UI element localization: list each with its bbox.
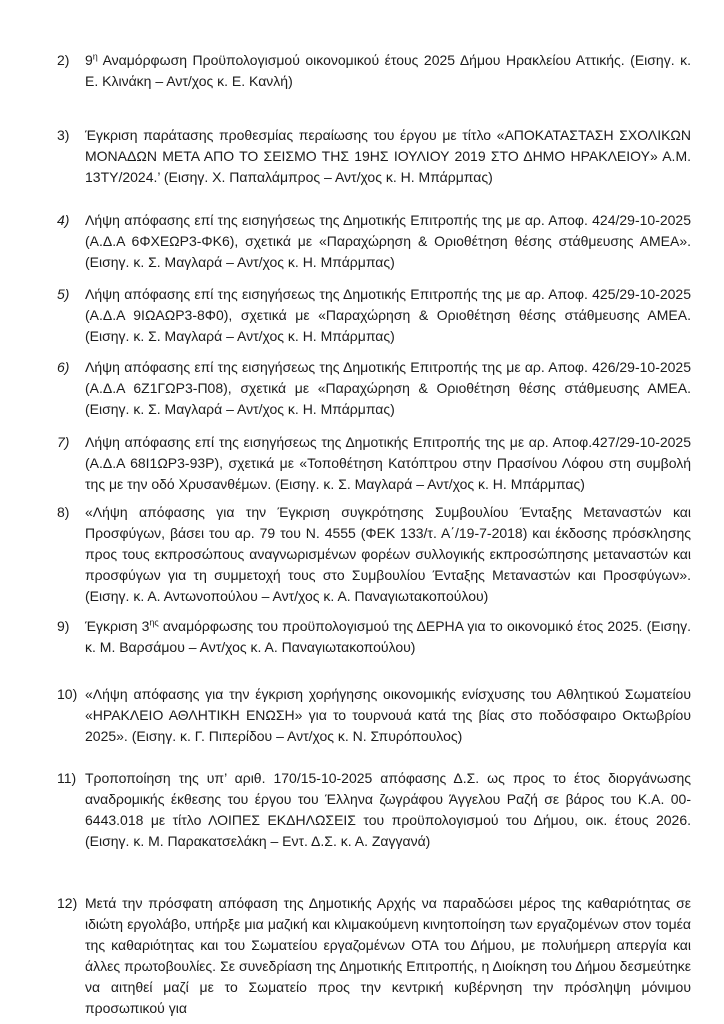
item-text-run: Λήψη απόφασης επί της εισηγήσεως της Δημοτικής Επιτροπής της με αρ. Αποφ. 426/29-10-2025 (Α.Δ.Α 6Ζ1ΓΩΡ3-Π08), σχετικά με «Παραχώρηση & Οριοθέτηση θέσης στάθμευσης ΑΜΕΑ. (Εισηγ. κ. Σ. Μαγλαρά – Αντ/χος κ. Η. Μπάρμπας) <box>85 359 691 417</box>
list-item <box>57 125 691 188</box>
list-item <box>57 616 691 658</box>
item-text <box>85 359 691 417</box>
item-number: 5) <box>57 286 70 302</box>
item-text-run: αναμόρφωσης του προϋπολογισμού της ΔΕΡΗΑ για το οικονομικό έτος 2025. (Εισηγ. κ. Μ. Βαρσάμου – Αντ/χος κ. Α. Παναγιωτακοπούλου) <box>85 618 692 655</box>
item-text-run: Έγκριση 3 <box>85 618 150 634</box>
list-item <box>57 357 691 420</box>
item-text <box>85 52 691 89</box>
item-text-run: Αναμόρφωση Προϋπολογισμού οικονομικού έτους 2025 Δήμου Ηρακλείου Αττικής. (Εισηγ. κ. Ε. Κλινάκη – Αντ/χος κ. Ε. Κανλή) <box>85 52 691 89</box>
item-number: 12) <box>57 895 78 911</box>
item-text <box>85 770 691 849</box>
item-number: 2) <box>57 52 70 68</box>
list-item <box>57 432 691 495</box>
item-text-superscript: ης <box>149 617 159 628</box>
item-text-run: Τροποποίηση της υπ’ αριθ. 170/15-10-2025 απόφασης Δ.Σ. ως προς το έτος διοργάνωσης αναδρομικής έκθεσης του έργου του Έλληνα ζωγράφου Άγγελου Ραζή σε βάρος του Κ.Α. 00-6443.018 με τίτλο ΛΟΙΠΕΣ ΕΚΔΗΛΩΣΕΙΣ του προϋπολογισμού του Δήμου, οικ. έτους 2026. (Εισηγ. κ. Μ. Παρακατσελάκη – Εντ. Δ.Σ. κ. Α. Ζαγγανά) <box>85 770 691 849</box>
item-number: 4) <box>57 212 70 228</box>
item-text <box>85 618 691 655</box>
item-text-run: Λήψη απόφασης επί της εισηγήσεως της Δημοτικής Επιτροπής της με αρ. Αποφ. 425/29-10-2025 (Α.Δ.Α 9ΙΩΑΩΡ3-8Φ0), σχετικά με «Παραχώρηση & Οριοθέτηση θέσης στάθμευσης ΑΜΕΑ. (Εισηγ. κ. Σ. Μαγλαρά – Αντ/χος κ. Η. Μπάρμπας) <box>85 286 691 344</box>
item-text <box>85 212 691 270</box>
list-item <box>57 210 691 273</box>
item-text-run: Έγκριση παράτασης προθεσμίας περαίωσης του έργου με τίτλο «ΑΠΟΚΑΤΑΣΤΑΣΗ ΣΧΟΛΙΚΩΝ ΜΟΝΑΔΩΝ ΜΕΤΑ ΑΠΟ ΤΟ ΣΕΙΣΜΟ ΤΗΣ 19ΗΣ ΙΟΥΛΙΟΥ 2019 ΣΤΟ ΔΗΜΟ ΗΡΑΚΛΕΙΟΥ» Α.Μ. 13ΤΥ/2024.’ (Εισηγ. Χ. Παπαλάμπρος – Αντ/χος κ. Η. Μπάρμπας) <box>85 127 691 185</box>
agenda-list <box>57 50 691 1019</box>
item-number: 8) <box>57 504 70 520</box>
item-text-run: «Λήψη απόφασης για την έγκριση χορήγησης οικονομικής ενίσχυσης του Αθλητικού Σωματείου «ΗΡΑΚΛΕΙΟ ΑΘΛΗΤΙΚΗ ΕΝΩΣΗ» για το τουρνουά κατά της βίας στο ποδόσφαιρο Οκτωβρίου 2025». (Εισηγ. κ. Γ. Πιπερίδου – Αντ/χος κ. Ν. Σπυρόπουλος) <box>85 686 691 744</box>
item-text-run: Μετά την πρόσφατη απόφαση της Δημοτικής Αρχής να παραδώσει μέρος της καθαριότητας σε ιδιώτη εργολάβο, υπήρξε μια μαζική και κλιμακούμενη κινητοποίηση των εργαζομένων στον τομέα της καθαριότητας και του Σωματείου εργαζομένων ΟΤΑ του Δήμου, με πολυήμερη απεργία και άλλες πρωτοβουλίες. Σε συνεδρίαση της Δημοτικής Επιτροπής, η Διοίκηση του Δήμου δεσμεύτηκε να αιτηθεί μαζί με το Σωματείο προς την κεντρική κυβέρνηση την πρόσληψη μόνιμου προσωπικού για <box>85 895 691 1016</box>
item-number: 11) <box>57 770 77 786</box>
item-text <box>85 686 691 744</box>
item-number: 9) <box>57 618 70 634</box>
item-text <box>85 504 691 604</box>
item-text <box>85 895 691 1016</box>
list-item <box>57 893 691 1019</box>
item-number: 3) <box>57 127 70 143</box>
item-text-run: Λήψη απόφασης επί της εισηγήσεως της Δημοτικής Επιτροπής της με αρ. Αποφ. 424/29-10-2025 (Α.Δ.Α 6ΦΧΕΩΡ3-ΦΚ6), σχετικά με «Παραχώρηση & Οριοθέτηση θέσης στάθμευσης ΑΜΕΑ». (Εισηγ. κ. Σ. Μαγλαρά – Αντ/χος κ. Η. Μπάρμπας) <box>85 212 691 270</box>
item-text <box>85 286 691 344</box>
item-text-run: 9 <box>85 52 93 68</box>
item-text <box>85 127 691 185</box>
item-text-run: Λήψη απόφασης επί της εισηγήσεως της Δημοτικής Επιτροπής της με αρ. Αποφ.427/29-10-2025 (Α.Δ.Α 68Ι1ΩΡ3-93Ρ), σχετικά με «Τοποθέτηση Κατόπτρου στην Πρασίνου Λόφου στη συμβολή της με την οδό Χρυσανθέμων. (Εισηγ. κ. Σ. Μαγλαρά – Αντ/χος κ. Η. Μπάρμπας) <box>85 434 691 492</box>
item-text-run: «Λήψη απόφασης για την Έγκριση συγκρότησης Συμβουλίου Ένταξης Μεταναστών και Προσφύγων, βάσει του αρ. 79 του Ν. 4555 (ΦΕΚ 133/τ. Α΄/19-7-2018) και έκδοσης πρόσκλησης προς τους εκπροσώπους αναγνωρισμένων φορέων συλλογικής εκπροσώπησης μεταναστών και προσφύγων για τη συμμετοχή τους στο Συμβουλίου Ένταξης Μεταναστών και Προσφύγων». (Εισηγ. κ. Α. Αντωνοπούλου – Αντ/χος κ. Α. Παναγιωτακοπούλου) <box>85 504 691 604</box>
list-item <box>57 684 691 747</box>
list-item <box>57 284 691 347</box>
list-item <box>57 50 691 92</box>
list-item <box>57 502 691 607</box>
item-number: 10) <box>57 686 78 702</box>
item-number: 6) <box>57 359 70 375</box>
list-item <box>57 768 691 852</box>
item-text <box>85 434 691 492</box>
item-text-superscript: η <box>92 51 98 62</box>
item-number: 7) <box>57 434 70 450</box>
